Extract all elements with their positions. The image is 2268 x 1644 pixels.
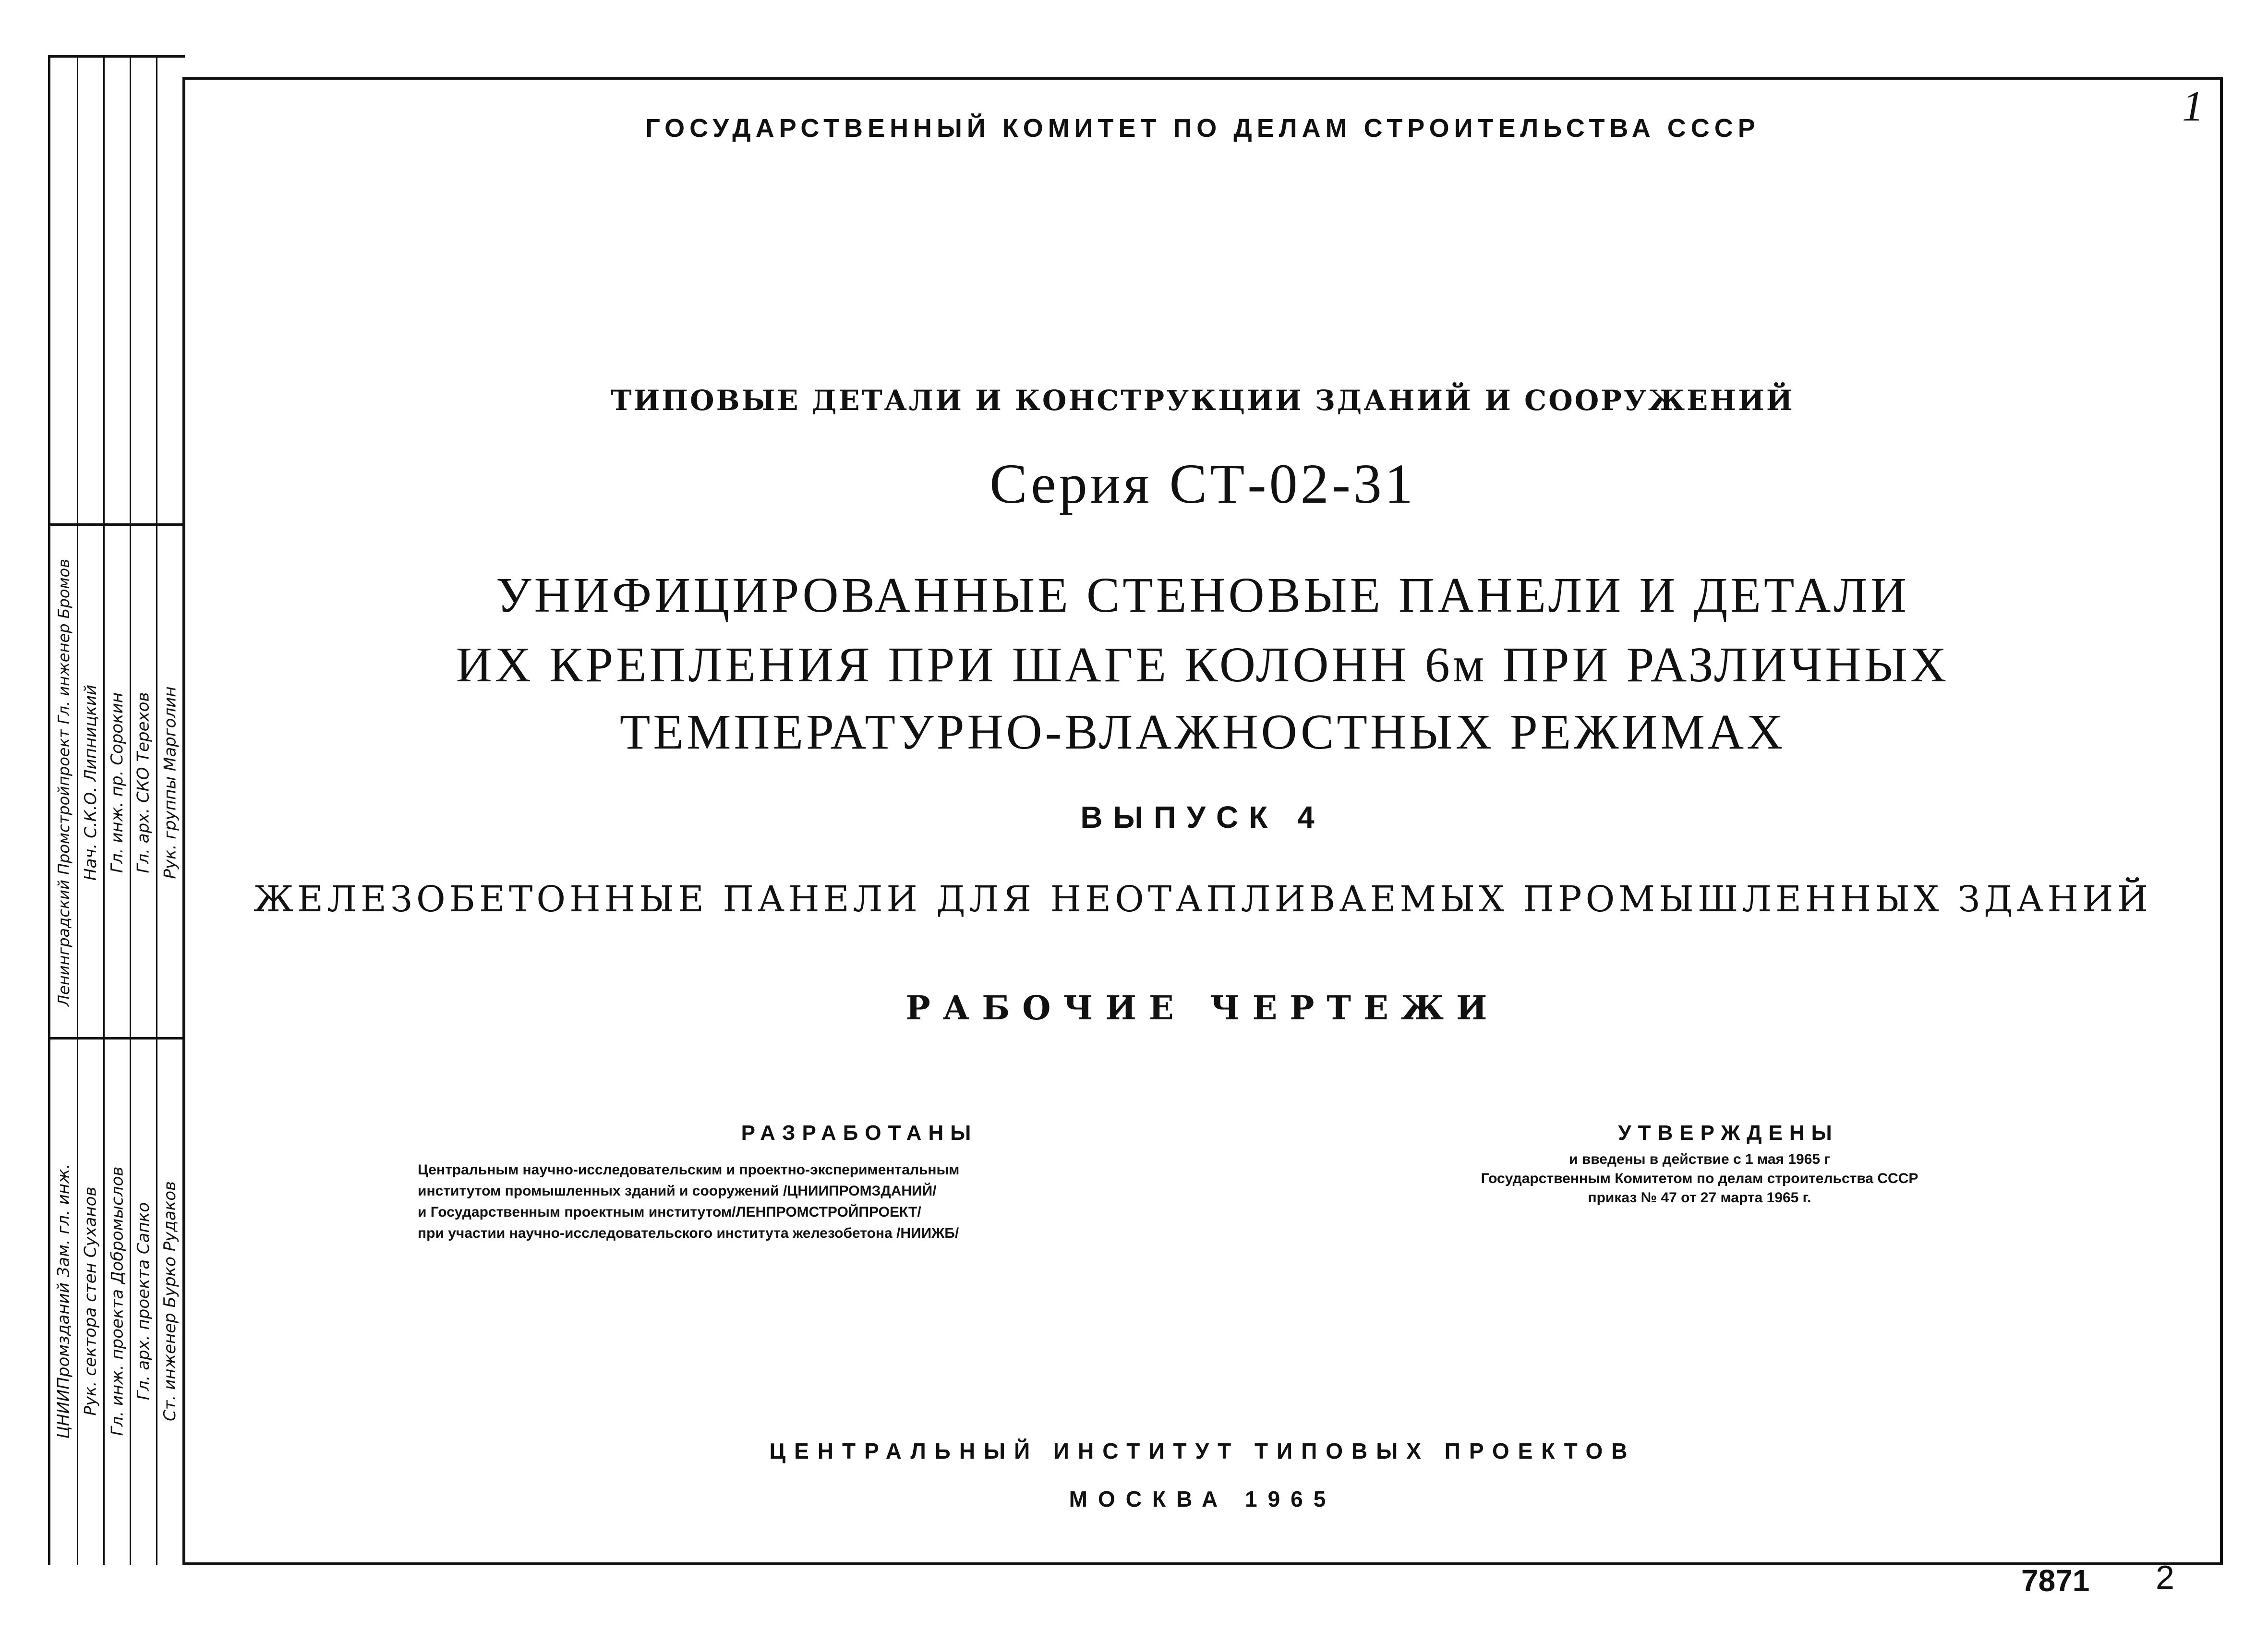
series-header: ТИПОВЫЕ ДЕТАЛИ И КОНСТРУКЦИИ ЗДАНИЙ И СООРУЖЕНИЙ [611, 384, 1795, 417]
stamp-text: Рук. сектора стен Суханов [81, 1186, 101, 1416]
stamp-column [131, 1042, 156, 1560]
stamp-column [78, 528, 103, 1037]
approved-line: и введены в действие с 1 мая 1965 г [1569, 1151, 1830, 1167]
stamp-column [50, 528, 77, 1037]
working-drawings-label: РАБОЧИЕ ЧЕРТЕЖИ [905, 989, 1500, 1028]
approved-line: Государственным Комитетом по делам строительства СССР [1481, 1171, 1918, 1186]
city-year: МОСКВА 1965 [1069, 1487, 1337, 1511]
document-code: 7871 [2021, 1563, 2090, 1598]
stamp-text: Ленинградский Промстройпроект Гл. инженер Бромов [54, 559, 73, 1006]
approved-line: приказ № 47 от 27 марта 1965 г. [1588, 1190, 1811, 1206]
sheet-number: 1 [2182, 83, 2204, 130]
stamp-column [131, 528, 156, 1037]
stamp-text: Рук. группы Марголин [160, 686, 180, 879]
series-number: Серия СТ-02-31 [989, 452, 1416, 515]
stamp-text: Гл. инж. пр. Сорокин [108, 692, 127, 873]
stamp-text: Гл. инж. проекта Добромыслов [108, 1166, 127, 1436]
stamp-text: ЦНИИПромзданий Зам. гл. инж. [54, 1163, 73, 1439]
stamp-border-top [48, 55, 185, 58]
developed-line: Центральным научно-исследовательским и проектно-экспериментальным [418, 1162, 960, 1178]
stamp-column [105, 1042, 130, 1560]
stamp-text: Гл. арх. СКО Терехов [134, 692, 154, 873]
ministry-header: ГОСУДАРСТВЕННЫЙ КОМИТЕТ ПО ДЕЛАМ СТРОИТЕЛЬСТВА СССР [645, 114, 1760, 143]
stamp-text: Нач. С.К.О. Липницкий [81, 684, 101, 881]
stamp-divider-2 [48, 1037, 185, 1040]
page-number: 2 [2156, 1559, 2174, 1596]
stamp-text: Ст. инженер Бурко Рудаков [160, 1181, 180, 1422]
developed-block [418, 1160, 959, 1244]
issue-number: ВЫПУСК 4 [1080, 800, 1325, 834]
developed-line: и Государственным проектным институтом/ЛЕНПРОМСТРОЙПРОЕКТ/ [418, 1204, 921, 1220]
developed-heading: РАЗРАБОТАНЫ [741, 1121, 978, 1145]
stamp-column [105, 528, 130, 1037]
subtitle: ЖЕЛЕЗОБЕТОННЫЕ ПАНЕЛИ ДЛЯ НЕОТАПЛИВАЕМЫХ ПРОМЫШЛЕННЫХ ЗДАНИЙ [253, 879, 2152, 920]
approved-heading: УТВЕРЖДЕНЫ [1618, 1121, 1839, 1145]
title-line-1: УНИФИЦИРОВАННЫЕ СТЕНОВЫЕ ПАНЕЛИ И ДЕТАЛИ [496, 568, 1909, 623]
developed-line: при участии научно-исследовательского института железобетона /НИИЖБ/ [418, 1225, 959, 1241]
title-line-2: ИХ КРЕПЛЕНИЯ ПРИ ШАГЕ КОЛОНН 6м ПРИ РАЗЛИЧНЫХ [456, 637, 1950, 692]
stamp-column [157, 528, 182, 1037]
stamp-column [78, 1042, 103, 1560]
title-line-3: ТЕМПЕРАТУРНО-ВЛАЖНОСТНЫХ РЕЖИМАХ [619, 704, 1786, 760]
approved-block [1363, 1150, 2036, 1208]
stamp-column [157, 1042, 182, 1560]
stamp-column [50, 1042, 77, 1560]
publisher: ЦЕНТРАЛЬНЫЙ ИНСТИТУТ ТИПОВЫХ ПРОЕКТОВ [769, 1438, 1636, 1463]
stamp-divider [48, 523, 185, 526]
developed-line: институтом промышленных зданий и сооружений /ЦНИИПРОМЗДАНИЙ/ [418, 1183, 937, 1199]
stamp-text: Гл. арх. проекта Сапко [134, 1202, 154, 1401]
